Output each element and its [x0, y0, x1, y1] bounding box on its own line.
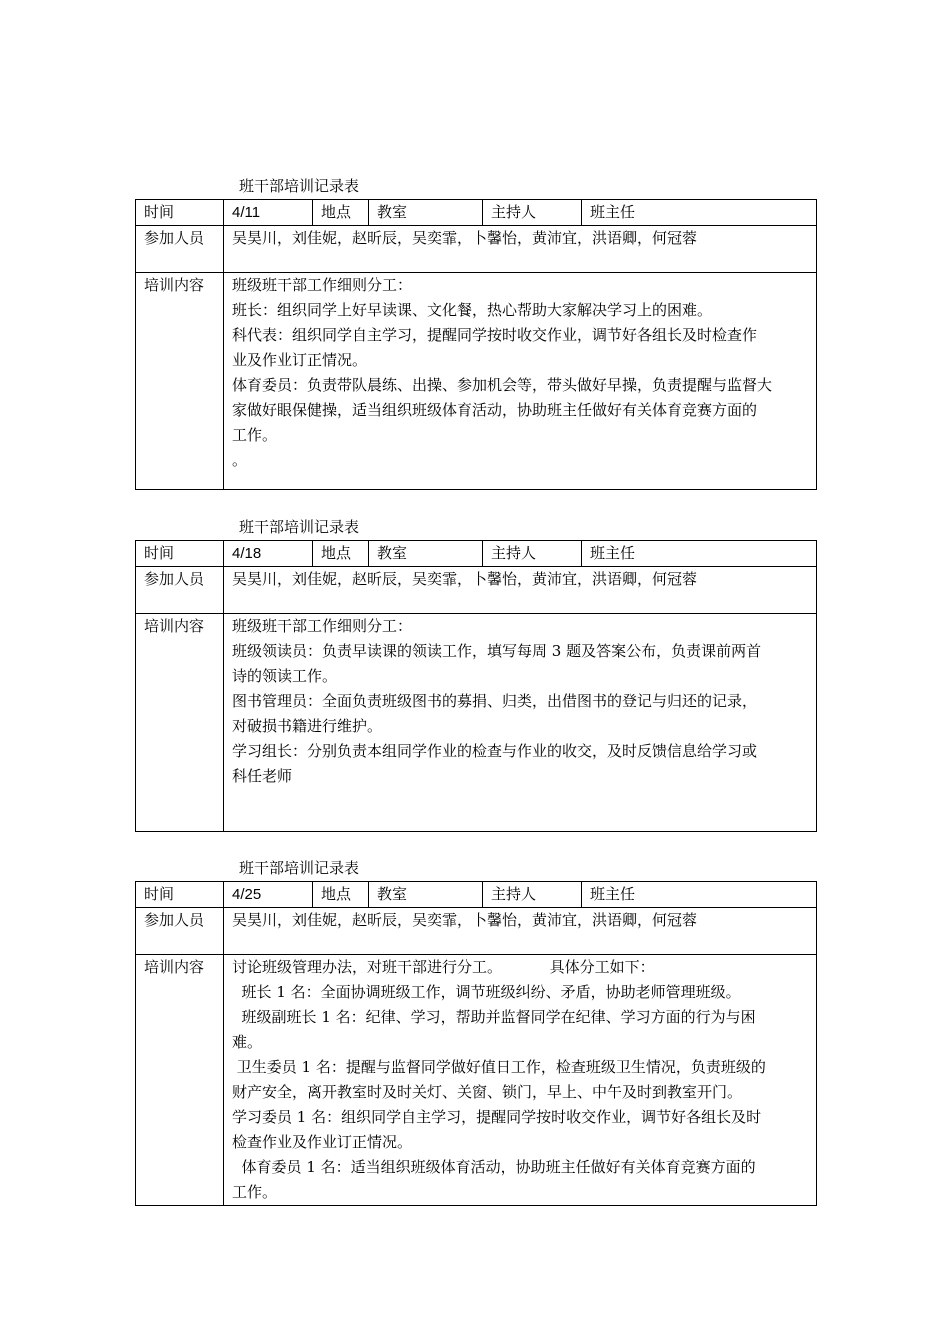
attendees-value: 吴昊川，刘佳妮，赵昕辰，吴奕霏，卜馨怡，黄沛宜，洪语卿，何冠蓉 — [224, 226, 817, 273]
content-label: 培训内容 — [136, 273, 224, 490]
place-value: 教室 — [369, 541, 483, 567]
host-label: 主持人 — [483, 882, 582, 908]
place-label: 地点 — [313, 882, 369, 908]
content-line: 难。 — [232, 1033, 263, 1051]
place-value: 教室 — [369, 200, 483, 226]
content-line: 。 — [232, 451, 248, 469]
attendees-label: 参加人员 — [136, 567, 224, 614]
content-line: 诗的领读工作。 — [232, 667, 338, 685]
content-line: 学习委员 1 名：组织同学自主学习，提醒同学按时收交作业，调节好各组长及时 — [232, 1108, 762, 1126]
date-value: 4/25 — [224, 882, 313, 908]
host-value: 班主任 — [582, 200, 817, 226]
date-value: 4/11 — [224, 200, 313, 226]
time-label: 时间 — [136, 541, 224, 567]
content-line: 工作。 — [232, 1183, 278, 1201]
content-label: 培训内容 — [136, 614, 224, 832]
place-value: 教室 — [369, 882, 483, 908]
attendees-value: 吴昊川，刘佳妮，赵昕辰，吴奕霏，卜馨怡，黄沛宜，洪语卿，何冠蓉 — [224, 908, 817, 955]
content-line: 科任老师 — [232, 767, 293, 785]
attendees-label: 参加人员 — [136, 908, 224, 955]
content-line: 体育委员 1 名：适当组织班级体育活动，协助班主任做好有关体育竞赛方面的 — [232, 1158, 756, 1176]
time-label: 时间 — [136, 882, 224, 908]
content-line: 学习组长：分别负责本组同学作业的检查与作业的收交，及时反馈信息给学习或 — [232, 742, 758, 760]
host-value: 班主任 — [582, 882, 817, 908]
content-label: 培训内容 — [136, 955, 224, 1206]
host-label: 主持人 — [483, 541, 582, 567]
host-value: 班主任 — [582, 541, 817, 567]
content-line: 班长 1 名：全面协调班级工作，调节班级纠纷、矛盾，协助老师管理班级。 — [232, 983, 741, 1001]
content-line: 检查作业及作业订正情况。 — [232, 1133, 413, 1151]
date-value: 4/18 — [224, 541, 313, 567]
content-line: 班级班干部工作细则分工： — [232, 276, 413, 294]
content-line: 班级领读员：负责早读课的领读工作，填写每周 3 题及答案公布，负责课前两首 — [232, 642, 762, 660]
content-line: 图书管理员：全面负责班级图书的募捐、归类，出借图书的登记与归还的记录， — [232, 692, 758, 710]
record-table — [135, 881, 817, 1206]
time-label: 时间 — [136, 200, 224, 226]
content-line: 对破损书籍进行维护。 — [232, 717, 383, 735]
content-line: 财产安全，离开教室时及时关灯、关窗、锁门，早上、中午及时到教室开门。 — [232, 1083, 743, 1101]
attendees-value: 吴昊川，刘佳妮，赵昕辰，吴奕霏，卜馨怡，黄沛宜，洪语卿，何冠蓉 — [224, 567, 817, 614]
content-line: 家做好眼保健操，适当组织班级体育活动，协助班主任做好有关体育竞赛方面的 — [232, 401, 758, 419]
content-body — [224, 614, 817, 832]
content-body — [224, 273, 817, 490]
content-line: 班级班干部工作细则分工： — [232, 617, 413, 635]
content-line: 讨论班级管理办法，对班干部进行分工。 具体分工如下： — [232, 958, 655, 976]
record-title: 班干部培训记录表 — [239, 859, 360, 877]
content-line: 班级副班长 1 名：纪律、学习，帮助并监督同学在纪律、学习方面的行为与困 — [232, 1008, 756, 1026]
content-line: 业及作业订正情况。 — [232, 351, 368, 369]
content-line: 卫生委员 1 名：提醒与监督同学做好值日工作，检查班级卫生情况，负责班级的 — [232, 1058, 766, 1076]
record-table — [135, 199, 817, 490]
record-table — [135, 540, 817, 832]
content-line: 班长：组织同学上好早读课、文化餐，热心帮助大家解决学习上的困难。 — [232, 301, 713, 319]
place-label: 地点 — [313, 200, 369, 226]
content-line: 科代表：组织同学自主学习，提醒同学按时收交作业，调节好各组长及时检查作 — [232, 326, 758, 344]
content-line: 工作。 — [232, 426, 278, 444]
record-title: 班干部培训记录表 — [239, 518, 360, 536]
place-label: 地点 — [313, 541, 369, 567]
attendees-label: 参加人员 — [136, 226, 224, 273]
record-title: 班干部培训记录表 — [239, 177, 360, 195]
content-body — [224, 955, 817, 1206]
content-line: 体育委员：负责带队晨练、出操、参加机会等，带头做好早操，负责提醒与监督大 — [232, 376, 773, 394]
host-label: 主持人 — [483, 200, 582, 226]
